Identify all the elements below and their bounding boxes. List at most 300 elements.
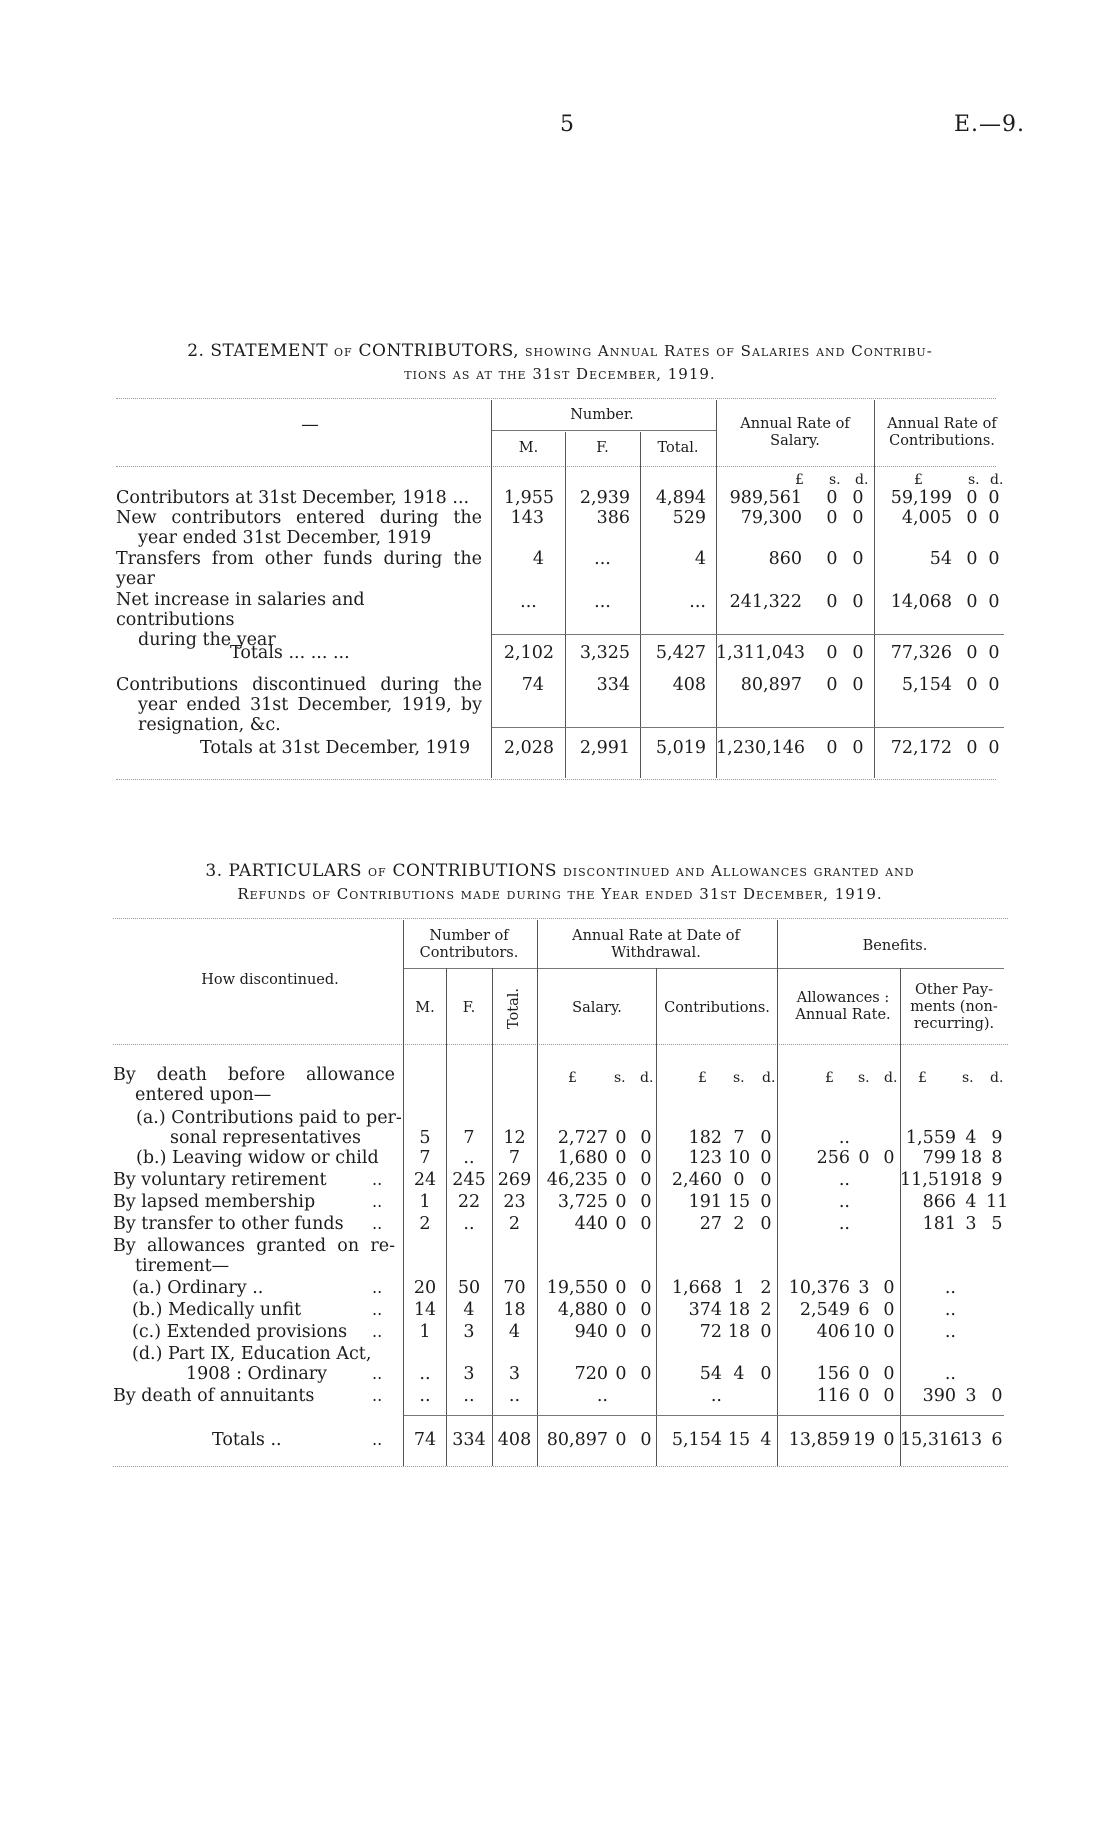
s2-cell-contrib: 54 — [929, 549, 952, 569]
s3-cell-t: 269 — [497, 1170, 532, 1190]
s2-cell-d: 0 — [988, 508, 1000, 528]
s3-cell-al0: 10,376 — [788, 1278, 850, 1298]
s3-cell-t: 3 — [508, 1364, 521, 1384]
s3-cell-m: 2 — [419, 1214, 431, 1234]
s3-cell-con0: 374 — [688, 1300, 722, 1320]
s3-cell-m: 5 — [419, 1128, 431, 1148]
s3-m-header: M. — [415, 1000, 435, 1016]
s3-cell-al0: 256 — [816, 1148, 850, 1168]
s3-cell-f: 4 — [463, 1300, 475, 1320]
s3-cell-t: 4 — [508, 1322, 521, 1342]
s2-unit-s: s. — [829, 472, 841, 488]
s2-number-rule — [492, 430, 716, 431]
s3-unit: s. — [858, 1070, 870, 1086]
s2-cell-s: 0 — [826, 488, 838, 508]
s3-cell-f: .. — [463, 1214, 475, 1234]
s3-unit: s. — [614, 1070, 626, 1086]
s3-cell-t: 70 — [503, 1278, 526, 1298]
s2-cell-total: 5,019 — [655, 738, 706, 758]
s3-cell-con2: 2 — [760, 1278, 772, 1298]
s2-cell-contrib: 72,172 — [890, 738, 952, 758]
s3-cell-f: .. — [463, 1148, 475, 1168]
s3-cell-al0: 406 — [816, 1322, 850, 1342]
s2-vline — [491, 400, 492, 778]
s3-cell-f: .. — [463, 1386, 475, 1406]
s2-cell-total: 408 — [672, 675, 706, 695]
s3-row-label: (b.) Leaving widow or child — [136, 1148, 379, 1168]
s3-f-header: F. — [462, 1000, 476, 1016]
s3-cell-con2: 4 — [760, 1430, 772, 1450]
s3-unit: d. — [640, 1070, 654, 1086]
s3-cell-ot0: .. — [944, 1322, 956, 1342]
s3-cell-al0: .. — [838, 1192, 850, 1212]
s2-cell-d: 0 — [988, 675, 1000, 695]
s2-cell-total: ... — [689, 592, 706, 612]
s3-cell-al2: 0 — [883, 1148, 895, 1168]
s3-cell-con2: 0 — [760, 1322, 772, 1342]
s3-cell-m: .. — [419, 1386, 431, 1406]
s3-cell-sal2: 0 — [640, 1214, 652, 1234]
s3-cell-sal2: 0 — [640, 1322, 652, 1342]
s3-row-label: (a.) Contributions paid to per- sonal representatives — [136, 1108, 402, 1148]
s2-unit-pound: £ — [795, 472, 804, 488]
s3-cell-ot1: 3 — [965, 1386, 977, 1406]
s3-cell-ot2: 8 — [991, 1148, 1003, 1168]
s3-cell-con0: 2,460 — [671, 1170, 722, 1190]
s3-cell-al1: 19 — [852, 1430, 876, 1450]
s3-cell-con1: 18 — [727, 1322, 751, 1342]
s3-cell-ot0: .. — [944, 1278, 956, 1298]
s2-title-part: 2. STATEMENT — [187, 341, 329, 361]
s3-cell-al2: 0 — [883, 1278, 895, 1298]
s3-title-part: of — [367, 862, 387, 880]
s3-cell-al0: .. — [838, 1170, 850, 1190]
s3-cell-ot1: 4 — [965, 1128, 977, 1148]
s2-cell-total: 5,427 — [655, 643, 706, 663]
s3-title-part: 3. PARTICULARS — [205, 861, 363, 881]
s2-row-label: Contributors at 31st December, 1918 ... — [116, 488, 470, 508]
s3-cell-con1: 1 — [733, 1278, 745, 1298]
s3-leader-dots: .. — [372, 1386, 383, 1405]
s3-row-label: By death of annuitants — [113, 1386, 315, 1406]
s3-cell-al1: 0 — [858, 1386, 870, 1406]
s3-cell-m: 24 — [413, 1170, 437, 1190]
s3-number-header: Number of Contributors. — [419, 928, 519, 961]
s2-cell-m: 74 — [521, 675, 544, 695]
s2-cell-contrib: 4,005 — [901, 508, 952, 528]
s3-cell-t: 12 — [503, 1128, 526, 1148]
s3-cell-ot2: 9 — [991, 1128, 1003, 1148]
s3-contrib-header: Contributions. — [664, 1000, 770, 1016]
s3-cell-al0: 2,549 — [799, 1300, 850, 1320]
s3-cell-al0: 116 — [816, 1386, 850, 1406]
s3-cell-t: 2 — [508, 1214, 521, 1234]
s2-cell-s: 0 — [826, 549, 838, 569]
s3-unit: d. — [990, 1070, 1004, 1086]
s3-unit: £ — [698, 1070, 707, 1086]
s3-title-part: CONTRIBUTIONS — [392, 861, 558, 881]
s3-cell-sal1: 0 — [615, 1322, 627, 1342]
s3-cell-con2: 0 — [760, 1128, 772, 1148]
s3-cell-t: 18 — [503, 1300, 526, 1320]
s2-header-rule — [116, 466, 996, 467]
s2-cell-d: 0 — [852, 643, 864, 663]
s3-cell-con1: 7 — [733, 1128, 745, 1148]
s2-cell-d: 0 — [852, 675, 864, 695]
s2-cell-s: 0 — [826, 592, 838, 612]
s2-final-totals-label: Totals at 31st December, 1919 — [200, 738, 471, 758]
s3-cell-con0: .. — [710, 1386, 722, 1406]
s2-cell-d: 0 — [852, 508, 864, 528]
s3-cell-al0: 13,859 — [788, 1430, 850, 1450]
s3-cell-con1: 4 — [733, 1364, 745, 1384]
s2-cell-m: 2,028 — [503, 738, 554, 758]
s3-cell-sal1: 0 — [615, 1148, 627, 1168]
s3-unit: s. — [962, 1070, 974, 1086]
s3-cell-sal0: 80,897 — [546, 1430, 608, 1450]
s3-cell-sal1: 0 — [615, 1192, 627, 1212]
s2-cell-s: 0 — [966, 592, 978, 612]
s2-cell-salary: 1,311,043 — [716, 643, 806, 663]
s2-cell-s: 0 — [966, 549, 978, 569]
s3-salary-header: Salary. — [572, 1000, 622, 1016]
s3-cell-sal0: 940 — [574, 1322, 608, 1342]
s2-cell-contrib: 77,326 — [890, 643, 952, 663]
s3-cell-con0: 54 — [699, 1364, 722, 1384]
s2-total-header: Total. — [657, 440, 699, 456]
s2-totals-label: Totals ... ... ... — [230, 643, 350, 663]
s2-cell-f: 2,939 — [579, 488, 630, 508]
s2-cell-f: 386 — [596, 508, 630, 528]
s2-cell-contrib: 59,199 — [890, 488, 952, 508]
s2-cell-f: ... — [594, 549, 611, 569]
s2-cell-total: 4 — [694, 549, 706, 569]
s2-unit-d: d. — [990, 472, 1004, 488]
s3-unit: £ — [918, 1070, 927, 1086]
s2-cell-salary: 80,897 — [740, 675, 802, 695]
s3-top-rule — [113, 918, 1008, 919]
s3-cell-sal0: .. — [596, 1386, 608, 1406]
s3-cell-sal1: 0 — [615, 1430, 627, 1450]
s2-cell-d: 0 — [988, 643, 1000, 663]
s3-unit: £ — [825, 1070, 834, 1086]
s3-cell-ot2: 0 — [991, 1386, 1003, 1406]
s3-cell-con1: 2 — [733, 1214, 745, 1234]
s3-row-label: (a.) Ordinary .. — [132, 1278, 264, 1298]
s3-cell-f: 7 — [463, 1128, 475, 1148]
s2-cell-total: 529 — [672, 508, 706, 528]
s2-cell-d: 0 — [988, 549, 1000, 569]
section-3-title — [110, 860, 1010, 906]
s3-leader-dots: .. — [372, 1430, 383, 1449]
s3-cell-t: 23 — [503, 1192, 526, 1212]
s3-cell-al2: 0 — [883, 1300, 895, 1320]
s3-cell-ot0: 15,316 — [900, 1430, 962, 1450]
s3-cell-f: 334 — [452, 1430, 486, 1450]
s2-cell-d: 0 — [852, 488, 864, 508]
s2-cell-f: 3,325 — [579, 643, 630, 663]
s2-cell-s: 0 — [826, 675, 838, 695]
s3-leader-dots: .. — [372, 1300, 383, 1319]
s3-title-part: discontinued and Allowances granted and — [562, 862, 915, 880]
s2-unit-pound: £ — [914, 472, 923, 488]
s3-cell-sal1: 0 — [615, 1278, 627, 1298]
s3-cell-m: 1 — [419, 1192, 431, 1212]
s3-totals-rule — [404, 1415, 1004, 1416]
s3-row-label: By voluntary retirement — [113, 1170, 327, 1190]
s3-cell-con2: 2 — [760, 1300, 772, 1320]
s3-cell-m: 20 — [413, 1278, 437, 1298]
s3-cell-ot0: .. — [944, 1300, 956, 1320]
s3-cell-sal1: 0 — [615, 1364, 627, 1384]
s2-cell-s: 0 — [826, 508, 838, 528]
s2-contrib-header: Annual Rate of Contributions. — [887, 416, 997, 449]
s3-cell-al1: 10 — [852, 1322, 876, 1342]
s3-cell-ot0: 390 — [922, 1386, 956, 1406]
s3-cell-ot0: 11,519 — [900, 1170, 962, 1190]
s3-cell-sal2: 0 — [640, 1192, 652, 1212]
s3-allow-header: Allowances : Annual Rate. — [795, 990, 891, 1023]
s2-cell-s: 0 — [966, 508, 978, 528]
s3-cell-sal0: 3,725 — [557, 1192, 608, 1212]
s2-cell-d: 0 — [988, 592, 1000, 612]
s3-how-header: How discontinued. — [201, 972, 339, 988]
s2-cell-d: 0 — [852, 738, 864, 758]
s3-cell-m: 14 — [413, 1300, 437, 1320]
s3-cell-ot0: .. — [944, 1364, 956, 1384]
s3-cell-t: .. — [508, 1386, 521, 1406]
s2-top-rule — [116, 398, 996, 399]
s3-cell-sal2: 0 — [640, 1430, 652, 1450]
s3-cell-con2: 0 — [760, 1214, 772, 1234]
s3-cell-ot0: 1,559 — [905, 1128, 956, 1148]
s3-cell-con1: 18 — [727, 1300, 751, 1320]
s2-title-part: of — [333, 342, 353, 360]
s2-dash-header: — — [301, 415, 319, 435]
s3-cell-ot1: 13 — [959, 1430, 983, 1450]
s3-cell-al1: 6 — [858, 1300, 870, 1320]
s3-row-label: By allowances granted on re- tirement— — [113, 1236, 395, 1276]
s3-cell-sal1: 0 — [615, 1128, 627, 1148]
s2-cell-s: 0 — [826, 643, 838, 663]
s3-vline — [656, 968, 657, 1466]
s2-vline — [874, 400, 875, 778]
s3-cell-ot1: 18 — [959, 1148, 983, 1168]
s2-subtotal-rule — [492, 634, 1004, 635]
s3-cell-sal1: 0 — [615, 1214, 627, 1234]
s3-cell-con2: 0 — [760, 1192, 772, 1212]
s3-cell-al1: 0 — [858, 1364, 870, 1384]
s3-cell-sal0: 46,235 — [546, 1170, 608, 1190]
s3-row-label: By transfer to other funds — [113, 1214, 344, 1234]
s2-cell-f: ... — [594, 592, 611, 612]
s2-title-part: CONTRIBUTORS, — [358, 341, 520, 361]
s3-cell-al2: 0 — [883, 1322, 895, 1342]
s3-cell-m: 1 — [419, 1322, 431, 1342]
s2-cell-f: 334 — [596, 675, 630, 695]
s2-title-part: showing Annual Rates of Salaries and Contribu- — [524, 342, 933, 360]
s3-cell-f: 245 — [452, 1170, 486, 1190]
s3-cell-sal2: 0 — [640, 1170, 652, 1190]
s3-cell-f: 50 — [457, 1278, 481, 1298]
s3-leader-dots: .. — [372, 1364, 383, 1383]
s2-title-line2: tions as at the 31st December, 1919. — [404, 365, 716, 383]
s3-cell-ot1: 3 — [965, 1214, 977, 1234]
s3-benefits-header: Benefits. — [862, 938, 928, 954]
s3-cell-con0: 191 — [688, 1192, 722, 1212]
s3-cell-ot0: 799 — [922, 1148, 956, 1168]
section-2-title — [110, 340, 1010, 386]
s3-cell-con2: 0 — [760, 1364, 772, 1384]
s2-cell-d: 0 — [988, 488, 1000, 508]
s3-cell-f: 3 — [463, 1322, 475, 1342]
s3-cell-ot2: 9 — [991, 1170, 1003, 1190]
s3-cell-ot2: 5 — [991, 1214, 1003, 1234]
s2-number-header: Number. — [570, 407, 634, 423]
s2-cell-total: 4,894 — [655, 488, 706, 508]
s3-cell-ot2: 6 — [991, 1430, 1003, 1450]
s3-cell-con1: 0 — [733, 1170, 745, 1190]
s3-cell-sal1: 0 — [615, 1170, 627, 1190]
s2-row-label: Net increase in salaries and contributions during the year — [116, 590, 365, 650]
s3-cell-f: 22 — [457, 1192, 481, 1212]
s3-unit: d. — [762, 1070, 776, 1086]
s2-cell-s: 0 — [966, 738, 978, 758]
s2-cell-d: 0 — [852, 549, 864, 569]
s3-bottom-rule — [113, 1466, 1008, 1467]
s3-row-label: (b.) Medically unfit — [132, 1300, 302, 1320]
s2-cell-s: 0 — [966, 675, 978, 695]
s3-cell-con1: 10 — [727, 1148, 751, 1168]
s3-cell-sal0: 2,727 — [557, 1128, 608, 1148]
s3-cell-al1: 3 — [858, 1278, 870, 1298]
s2-vline — [716, 400, 717, 778]
s2-cell-d: 0 — [988, 738, 1000, 758]
s3-cell-con0: 182 — [688, 1128, 722, 1148]
s2-unit-s: s. — [968, 472, 980, 488]
s3-cell-sal0: 19,550 — [546, 1278, 608, 1298]
s2-salary-header: Annual Rate of Salary. — [740, 416, 850, 449]
page-reference: E.—9. — [954, 112, 1026, 137]
s2-unit-d: d. — [855, 472, 869, 488]
s3-cell-al2: 0 — [883, 1386, 895, 1406]
s3-cell-con2: 0 — [760, 1148, 772, 1168]
s2-bottom-rule — [116, 779, 996, 780]
s3-cell-sal1: 0 — [615, 1300, 627, 1320]
s2-cell-contrib: 14,068 — [890, 592, 952, 612]
s2-cell-s: 0 — [826, 738, 838, 758]
s3-cell-con0: 123 — [688, 1148, 722, 1168]
s3-leader-dots: .. — [372, 1322, 383, 1341]
s3-cell-con2: 0 — [760, 1170, 772, 1190]
s3-cell-al2: 0 — [883, 1430, 895, 1450]
s2-cell-salary: 989,561 — [729, 488, 802, 508]
s2-row-label: New contributors entered during the year ended 31st December, 1919 — [116, 508, 482, 548]
s3-cell-con0: 1,668 — [671, 1278, 722, 1298]
s3-cell-t: 7 — [508, 1148, 521, 1168]
s3-cell-sal2: 0 — [640, 1148, 652, 1168]
s3-cell-m: 74 — [413, 1430, 437, 1450]
s2-cell-s: 0 — [966, 643, 978, 663]
s3-title-line2: Refunds of Contributions made during the Year ended 31st December, 1919. — [237, 885, 883, 903]
s3-cell-con1: 15 — [727, 1430, 751, 1450]
s3-row-label: (c.) Extended provisions — [132, 1322, 348, 1342]
s2-cell-m: 1,955 — [503, 488, 554, 508]
s3-row-label: By lapsed membership — [113, 1192, 316, 1212]
s3-cell-con0: 72 — [699, 1322, 722, 1342]
s3-cell-ot1: 18 — [959, 1170, 983, 1190]
s3-cell-sal2: 0 — [640, 1128, 652, 1148]
s3-cell-m: 7 — [419, 1148, 431, 1168]
s3-unit: d. — [884, 1070, 898, 1086]
s3-cell-f: 3 — [463, 1364, 475, 1384]
s3-cell-al0: .. — [838, 1214, 850, 1234]
s3-row-label: (d.) Part IX, Education Act, 1908 : Ordinary — [132, 1344, 372, 1384]
s2-cell-contrib: 5,154 — [901, 675, 952, 695]
s3-rate-header: Annual Rate at Date of Withdrawal. — [572, 928, 740, 961]
s3-leader-dots: .. — [372, 1192, 383, 1211]
s3-cell-ot0: 181 — [922, 1214, 956, 1234]
s3-cell-sal0: 4,880 — [557, 1300, 608, 1320]
s2-f-header: F. — [596, 440, 609, 456]
s3-cell-ot2: 11 — [986, 1192, 1009, 1212]
s3-cell-al1: 0 — [858, 1148, 870, 1168]
s3-leader-dots: .. — [372, 1170, 383, 1189]
s3-cell-con0: 5,154 — [671, 1430, 722, 1450]
s3-cell-sal0: 720 — [574, 1364, 608, 1384]
s2-cell-m: 143 — [510, 508, 544, 528]
s2-cell-salary: 241,322 — [729, 592, 802, 612]
s2-cell-m: ... — [520, 592, 537, 612]
s2-row-label: Contributions discontinued during the year ended 31st December, 1919, by resignation, &c. — [116, 675, 482, 735]
s3-leader-dots: .. — [372, 1214, 383, 1233]
s3-cell-sal0: 1,680 — [557, 1148, 608, 1168]
s2-cell-salary: 79,300 — [740, 508, 802, 528]
s3-cell-t: 408 — [497, 1430, 532, 1450]
page-number: 5 — [560, 112, 574, 137]
s3-cell-al0: 156 — [816, 1364, 850, 1384]
s3-cell-ot0: 866 — [922, 1192, 956, 1212]
s3-cell-sal2: 0 — [640, 1300, 652, 1320]
s3-cell-sal2: 0 — [640, 1364, 652, 1384]
s2-m-header: M. — [518, 440, 539, 456]
s3-row-label: By death before allowance entered upon— — [113, 1065, 395, 1105]
s3-cell-sal2: 0 — [640, 1278, 652, 1298]
s3-cell-al2: 0 — [883, 1364, 895, 1384]
s2-cell-m: 4 — [532, 549, 544, 569]
s3-leader-dots: .. — [372, 1278, 383, 1297]
s3-row-label: Totals .. — [212, 1430, 282, 1450]
s3-header-rule — [113, 1044, 1008, 1045]
s2-cell-salary: 860 — [768, 549, 802, 569]
s3-cell-sal0: 440 — [574, 1214, 608, 1234]
s3-other-header: Other Pay- ments (non- recurring). — [910, 982, 998, 1032]
s2-final-rule — [492, 727, 1004, 728]
s2-row-label: Transfers from other funds during the year — [116, 549, 482, 589]
s3-cell-m: .. — [419, 1364, 431, 1384]
s3-cell-con1: 15 — [727, 1192, 751, 1212]
s2-cell-s: 0 — [966, 488, 978, 508]
s3-unit: s. — [733, 1070, 745, 1086]
s2-cell-d: 0 — [852, 592, 864, 612]
s3-cell-al0: .. — [838, 1128, 850, 1148]
s3-unit: £ — [568, 1070, 577, 1086]
s3-cell-con0: 27 — [699, 1214, 722, 1234]
s3-header-mid-rule — [404, 968, 1004, 969]
s2-cell-f: 2,991 — [579, 738, 630, 758]
s2-cell-m: 2,102 — [503, 643, 554, 663]
s3-total-header: Total. — [505, 988, 522, 1029]
